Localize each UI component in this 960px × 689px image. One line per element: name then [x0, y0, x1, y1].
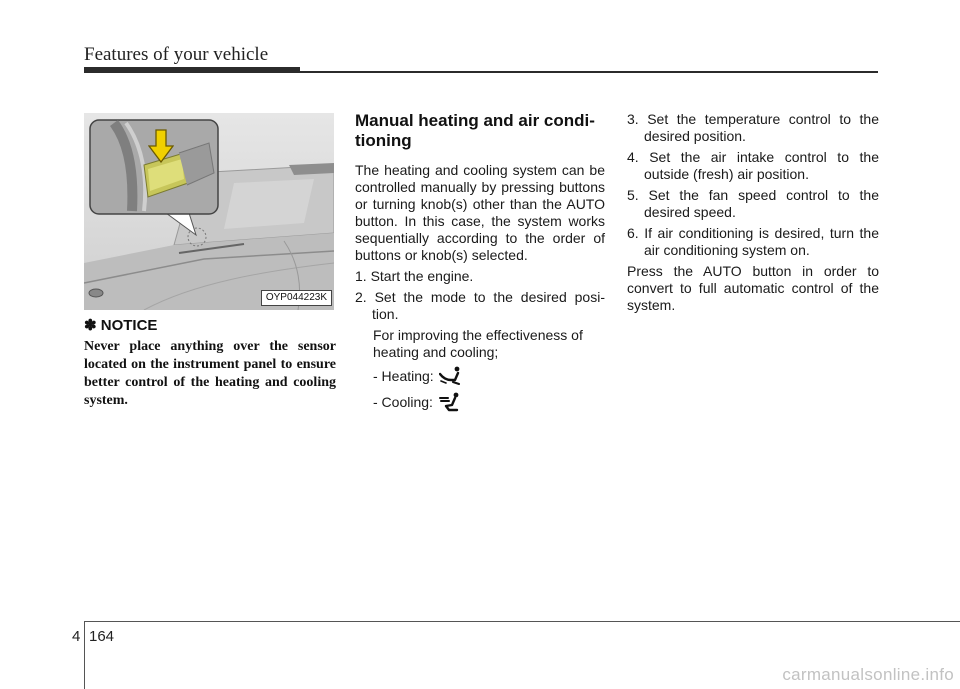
page-header-title: Features of your vehicle	[84, 44, 269, 65]
cooling-label: - Cooling:	[373, 393, 433, 410]
step-2-detail	[355, 327, 605, 412]
notice-body: Never place anything over the sensor located on the instrument panel to ensure better control of the heating and cooling system.	[84, 339, 336, 408]
header-rule-thin	[84, 71, 878, 73]
windshield-sensor-figure	[84, 113, 334, 310]
face-mode-icon	[438, 392, 462, 412]
step-4: 4. Set the air intake control to the outside (fresh) air position.	[627, 149, 879, 182]
cooling-mode-line	[373, 392, 605, 412]
step-2: 2. Set the mode to the desired posi- tion.	[355, 289, 605, 322]
manual-heating-continued-column	[627, 111, 879, 318]
closing-paragraph: Press the AUTO button in order to convert to full automatic control of the system.	[627, 263, 879, 313]
heating-label: - Heating:	[373, 367, 434, 384]
step-1: 1. Start the engine.	[355, 268, 474, 284]
floor-mode-icon	[439, 366, 463, 386]
step-6: 6. If air conditioning is desired, turn the air conditioning system on.	[627, 225, 879, 258]
windshield-illustration	[84, 113, 334, 310]
watermark-link[interactable]: carmanualsonline.info	[782, 665, 954, 684]
step-3: 3. Set the temperature control to the desired position.	[627, 111, 879, 144]
footer-rule	[84, 621, 960, 622]
heating-mode-line	[373, 366, 605, 386]
notice-heading: ✽ NOTICE	[84, 317, 158, 334]
footer-divider	[84, 622, 85, 689]
section-intro: The heating and cooling system can be controlled manually by pressing buttons or turning knob(s) other than the AUTO button. In this case, the system works sequentially according to the order of buttons or knob(s) selected.	[355, 162, 605, 263]
section-title: Manual heating and air condi- tioning	[355, 111, 595, 150]
page-number: 164	[89, 628, 115, 645]
figure-code-label: OYP044223K	[261, 290, 332, 306]
sensor-arrow-icon	[148, 129, 174, 163]
step-5: 5. Set the fan speed control to the desired speed.	[627, 187, 879, 220]
step-2-note: For improving the effectiveness of heating and cooling;	[373, 327, 583, 360]
chapter-number: 4	[72, 628, 81, 645]
manual-heating-column	[355, 111, 605, 412]
